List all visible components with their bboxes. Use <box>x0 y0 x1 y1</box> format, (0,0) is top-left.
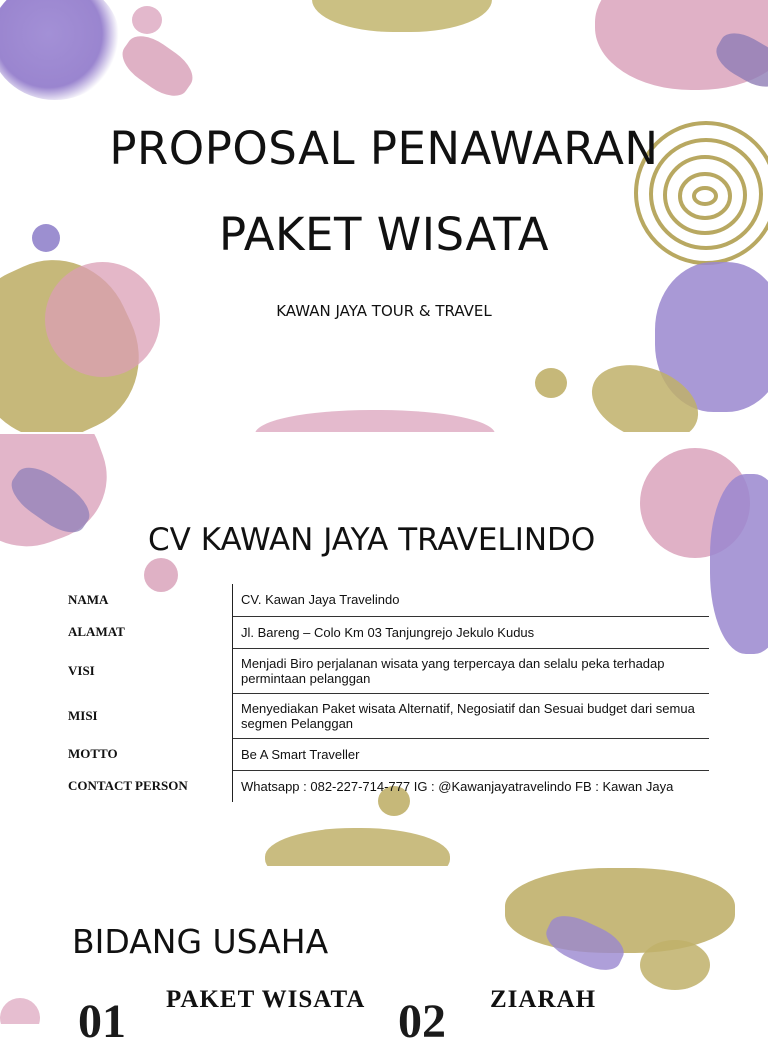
table-row <box>60 648 709 693</box>
business-fields-title: BIDANG USAHA <box>72 922 329 961</box>
olive-blob-decoration <box>640 940 710 990</box>
row-value: Jl. Bareng – Colo Km 03 Tanjungrejo Jekulo Kudus <box>233 616 710 648</box>
purple-blob-decoration <box>710 474 768 654</box>
service-label: PAKET WISATA <box>166 986 366 1013</box>
company-info-table <box>60 584 709 802</box>
slide-cover <box>0 0 768 432</box>
row-label: MOTTO <box>60 738 233 770</box>
row-value: Menjadi Biro perjalanan wisata yang terpercaya dan selalu peka terhadap permintaan pelanggan <box>233 648 710 693</box>
service-label: ZIARAH <box>490 986 597 1013</box>
row-label: ALAMAT <box>60 616 233 648</box>
purple-blob-decoration <box>0 0 120 100</box>
olive-blob-decoration <box>312 0 492 32</box>
row-label: CONTACT PERSON <box>60 770 233 802</box>
table-row <box>60 584 709 616</box>
row-value: Whatsapp : 082-227-714-777 IG : @Kawanjayatravelindo FB : Kawan Jaya <box>241 778 674 794</box>
table-row <box>60 616 709 648</box>
olive-dot-decoration <box>535 368 567 398</box>
olive-blob-decoration <box>265 828 450 866</box>
row-label: MISI <box>60 693 233 738</box>
table-row <box>60 738 709 770</box>
pink-dot-decoration <box>132 6 162 34</box>
pink-blob-decoration <box>0 998 40 1024</box>
row-label: NAMA <box>60 584 233 616</box>
row-value: Be A Smart Traveller <box>233 738 710 770</box>
cover-title-line-2: PAKET WISATA <box>218 208 549 261</box>
olive-blob-decoration <box>505 868 735 953</box>
row-value: Menyediakan Paket wisata Alternatif, Negosiatif dan Sesuai budget dari semua segmen Pelanggan <box>233 693 710 738</box>
row-value: CV. Kawan Jaya Travelindo <box>233 584 710 616</box>
cover-title-line-1: PROPOSAL PENAWARAN <box>109 122 659 175</box>
pink-stroke-decoration <box>115 27 201 104</box>
pink-blob-decoration <box>255 410 495 432</box>
company-title: CV KAWAN JAYA TRAVELINDO <box>148 522 596 558</box>
row-label: VISI <box>60 648 233 693</box>
cover-subtitle: KAWAN JAYA TOUR & TRAVEL <box>276 302 492 320</box>
table-row <box>60 770 709 802</box>
service-number: 01 <box>78 995 126 1048</box>
service-number: 02 <box>398 995 446 1048</box>
table-row <box>60 693 709 738</box>
